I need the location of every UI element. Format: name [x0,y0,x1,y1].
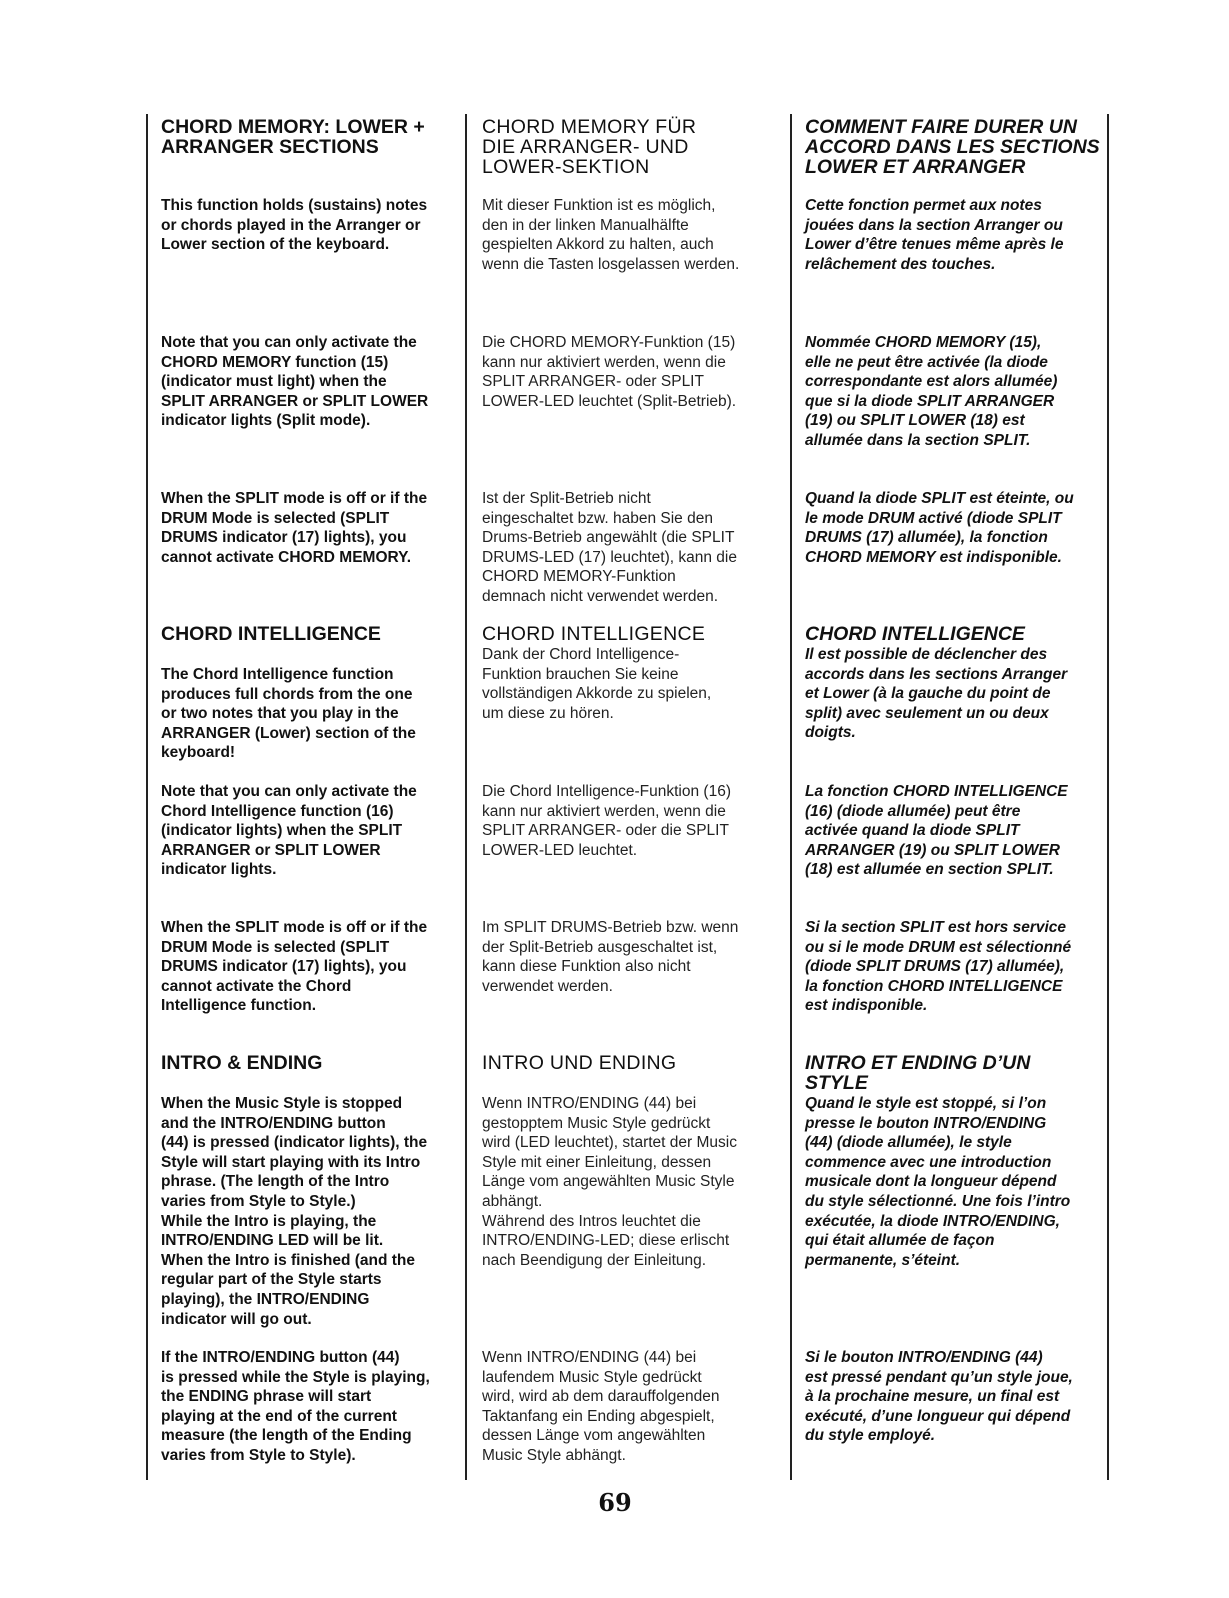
page-number: 69 [598,1488,632,1517]
chord-memory-paragraph-3: When the SPLIT mode is off or if the DRUM Mode is selected (SPLIT DRUMS indicator (17) lights), you cannot activate CHORD MEMORY. [161,490,428,566]
chord-intelligence-paragraph-2: La fonction CHORD INTELLIGENCE (16) (diode allumée) peut être activée quand la diode SPLIT ARRANGER (19) ou SPLIT LOWER (18) est allumée en section SPLIT. [805,783,1068,879]
intro-ending-heading: INTRO UND ENDING [482,1052,677,1074]
chord-intelligence-paragraph-3: When the SPLIT mode is off or if the DRUM Mode is selected (SPLIT DRUMS indicator (17) lights), you cannot activate the Chord Intelligence function. [161,919,428,1015]
intro-ending-paragraph-2: Si le bouton INTRO/ENDING (44) est pressé pendant qu’un style joue, à la prochaine mesure, un final est exécuté, d’une longueur qui dépend du style employé. [805,1349,1073,1445]
intro-ending-paragraph-2: Wenn INTRO/ENDING (44) bei laufendem Music Style gedrückt wird, wird ab dem darauffolgenden Taktanfang ein Ending abgespielt, dessen Länge vom angewählten Music Style abhängt. [482,1349,720,1464]
intro-ending-paragraph-1: Wenn INTRO/ENDING (44) bei gestopptem Music Style gedrückt wird (LED leuchtet), startet der Music Style mit einer Einleitung, dessen Länge vom angewählten Music Style abhängt. Während des Intros leuchtet die INTRO/ENDING-LED; diese erlischt nach Beendigung der Einleitung. [482,1095,737,1269]
column-divider-middle-left [465,114,467,1480]
chord-intelligence-heading: CHORD INTELLIGENCE [805,623,1025,645]
chord-memory-paragraph-2: Note that you can only activate the CHORD MEMORY function (15) (indicator must light) when the SPLIT ARRANGER or SPLIT LOWER indicator lights (Split mode). [161,334,429,430]
intro-ending-heading: INTRO ET ENDING D’UN STYLE [805,1052,1031,1094]
column-divider-left [146,114,148,1480]
chord-memory-paragraph-2: Die CHORD MEMORY-Funktion (15) kann nur aktiviert werden, wenn die SPLIT ARRANGER- oder SPLIT LOWER-LED leuchtet (Split-Betrieb). [482,334,737,410]
chord-memory-paragraph-1: Mit dieser Funktion ist es möglich, den in der linken Manualhälfte gespielten Akkord zu halten, auch wenn die Tasten losgelassen werden. [482,197,740,273]
chord-memory-section-en [161,117,453,157]
chord-intelligence-paragraph-2: Die Chord Intelligence-Funktion (16) kann nur aktiviert werden, wenn die SPLIT ARRANGER- oder die SPLIT LOWER-LED leuchtet. [482,783,731,859]
intro-ending-paragraph-1: When the Music Style is stopped and the INTRO/ENDING button (44) is pressed (indicator lights), the Style will start playing with its Intro phrase. (The length of the Intro varies from Style to Style.) While the Intro is playing, the INTRO/ENDING LED will be lit. When the Intro is finished (and the regular part of the Style starts playing), the INTRO/ENDING indicator will go out. [161,1095,428,1328]
chord-intelligence-paragraph-3: Si la section SPLIT est hors service ou si le mode DRUM est sélectionné (diode SPLIT DRUMS (17) allumée), la fonction CHORD INTELLIGENCE est indisponible. [805,919,1072,1015]
column-divider-right [1107,114,1109,1480]
chord-memory-paragraph-3: Quand la diode SPLIT est éteinte, ou le mode DRUM activé (diode SPLIT DRUMS (17) allumée), la fonction CHORD MEMORY est indisponible. [805,490,1074,566]
chord-memory-heading: CHORD MEMORY FÜR DIE ARRANGER- UND LOWER-SEKTION [482,116,697,178]
intro-ending-heading: INTRO & ENDING [161,1052,323,1074]
chord-memory-paragraph-3: Ist der Split-Betrieb nicht eingeschaltet bzw. haben Sie den Drums-Betrieb angewählt (die SPLIT DRUMS-LED (17) leuchtet), kann die CHORD MEMORY-Funktion demnach nicht verwendet werden. [482,490,737,605]
chord-memory-paragraph-2: Nommée CHORD MEMORY (15), elle ne peut être activée (la diode correspondante est alors allumée) que si la diode SPLIT ARRANGER (19) ou SPLIT LOWER (18) est allumée dans la section SPLIT. [805,334,1058,449]
chord-memory-paragraph-1: This function holds (sustains) notes or chords played in the Arranger or Lower section of the keyboard. [161,197,428,254]
intro-ending-paragraph-2: If the INTRO/ENDING button (44) is pressed while the Style is playing, the ENDING phrase will start playing at the end of the current measure (the length of the Ending varies from Style to Style). [161,1349,430,1464]
chord-intelligence-paragraph-1: Il est possible de déclencher des accords dans les sections Arranger et Lower (à la gauche du point de split) avec seulement un ou deux doigts. [805,646,1068,742]
chord-intelligence-heading: CHORD INTELLIGENCE [482,623,706,645]
chord-memory-paragraph-1: Cette fonction permet aux notes jouées dans la section Arranger ou Lower d’être tenues même après le relâchement des touches. [805,197,1064,273]
chord-intelligence-paragraph-1: The Chord Intelligence function produces full chords from the one or two notes that you play in the ARRANGER (Lower) section of the keyboard! [161,666,416,762]
intro-ending-paragraph-1: Quand le style est stoppé, si l’on presse le bouton INTRO/ENDING (44) (diode allumée), le style commence avec une introduction musicale dont la longueur dépend du style sélectionné. Une fois l’intro exécutée, la diode INTRO/ENDING, qui était allumée de façon permanente, s’éteint. [805,1095,1071,1269]
chord-memory-heading: CHORD MEMORY: LOWER + ARRANGER SECTIONS [161,116,425,158]
chord-memory-heading: COMMENT FAIRE DURER UN ACCORD DANS LES SECTIONS LOWER ET ARRANGER [805,116,1100,178]
chord-intelligence-paragraph-2: Note that you can only activate the Chord Intelligence function (16) (indicator lights) when the SPLIT ARRANGER or SPLIT LOWER indicator lights. [161,783,417,879]
chord-intelligence-heading: CHORD INTELLIGENCE [161,623,381,645]
chord-intelligence-paragraph-3: Im SPLIT DRUMS-Betrieb bzw. wenn der Split-Betrieb ausgeschaltet ist, kann diese Funktion also nicht verwendet werden. [482,919,739,995]
column-divider-middle-right [790,114,792,1480]
chord-intelligence-paragraph-1: Dank der Chord Intelligence- Funktion brauchen Sie keine vollständigen Akkorde zu spielen, um diese zu hören. [482,646,712,722]
